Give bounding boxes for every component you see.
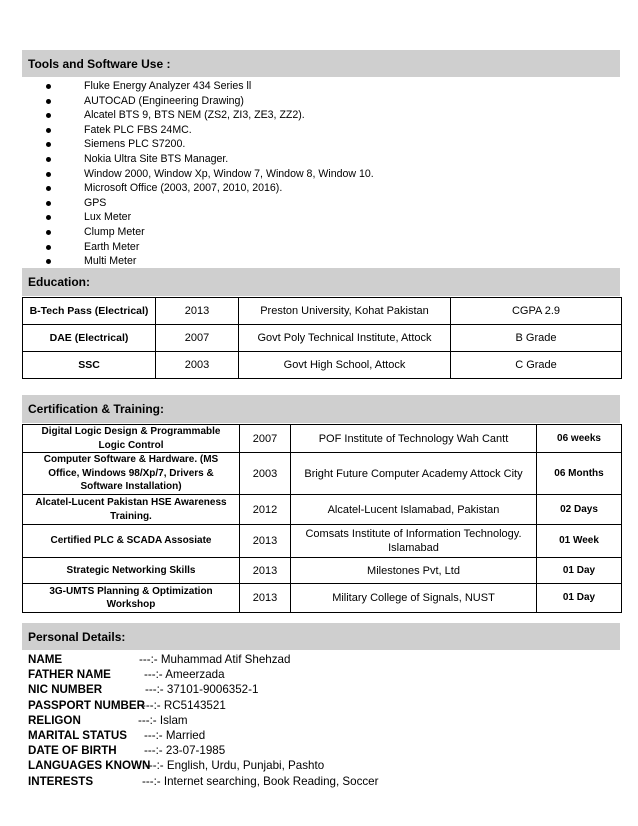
list-item: Nokia Ultra Site BTS Manager. [22,152,620,167]
table-cell: POF Institute of Technology Wah Cantt [291,425,537,453]
bullet-icon [46,172,51,177]
certification-section-heading [22,395,620,423]
table-cell: Military College of Signals, NUST [291,584,537,613]
personal-value: ---:- Muhammad Atif Shehzad [139,653,291,666]
table-cell: 2007 [240,425,291,453]
tools-section-heading [22,50,620,77]
education-table [22,297,622,379]
list-item: Siemens PLC S7200. [22,137,620,152]
personal-value: ---:- RC5143521 [142,698,226,712]
tools-list [22,79,620,269]
personal-value: ---:- Islam [138,713,188,727]
table-cell: Preston University, Kohat Pakistan [239,298,451,325]
tools-heading-text: Tools and Software Use : [28,56,171,71]
table-cell: 2013 [240,558,291,584]
table-row [23,425,622,453]
table-cell: CGPA 2.9 [451,298,622,325]
table-cell: 2007 [156,325,239,352]
bullet-icon [46,128,51,133]
personal-label: LANGUAGES KNOWN [28,759,151,773]
list-item: Earth Meter [22,240,620,255]
certification-heading-text: Certification & Training: [28,402,165,416]
personal-label: RELIGON [28,713,81,727]
table-cell: 01 Week [537,525,622,558]
bullet-icon [46,186,51,191]
table-row [23,325,622,352]
table-row [23,298,622,325]
list-item: Multi Meter [22,254,620,269]
personal-label: INTERESTS [28,774,94,788]
table-cell: B-Tech Pass (Electrical) [23,298,156,325]
table-row [23,558,622,584]
bullet-icon [46,201,51,206]
table-cell: Alcatel-Lucent Islamabad, Pakistan [291,495,537,525]
personal-label: FATHER NAME [28,668,111,682]
table-cell: Alcatel-Lucent Pakistan HSE Awareness Training. [23,495,240,525]
table-cell: 01 Day [537,558,622,584]
table-cell: Certified PLC & SCADA Assosiate [23,525,240,558]
personal-label: PASSPORT NUMBER [28,698,146,712]
bullet-icon [46,113,51,118]
table-cell: Computer Software & Hardware. (MS Office, Windows 98/Xp/7, Drivers & Software Installation) [23,453,240,495]
table-cell: 2012 [240,495,291,525]
bullet-icon [46,215,51,220]
personal-value: ---:- Internet searching, Book Reading, Soccer [142,774,379,788]
list-item: Fatek PLC FBS 24MC. [22,123,620,138]
table-cell: C Grade [451,352,622,379]
education-section-heading [22,268,620,296]
certification-table [22,424,622,613]
personal-label: NIC NUMBER [28,683,103,697]
personal-label: NAME [28,653,63,666]
table-cell: 02 Days [537,495,622,525]
table-cell: Govt High School, Attock [239,352,451,379]
table-cell: Govt Poly Technical Institute, Attock [239,325,451,352]
table-cell: 2013 [240,584,291,613]
table-cell: 2013 [156,298,239,325]
education-heading-text: Education: [28,275,90,289]
table-cell: 2003 [156,352,239,379]
table-cell: 06 Months [537,453,622,495]
bullet-icon [46,84,51,89]
list-item: Lux Meter [22,210,620,225]
personal-value: ---:- 37101-9006352-1 [145,683,259,697]
table-row [23,453,622,495]
table-row [23,495,622,525]
table-cell: B Grade [451,325,622,352]
bullet-icon [46,99,51,104]
table-cell: 2003 [240,453,291,495]
table-cell: 2013 [240,525,291,558]
table-cell: Bright Future Computer Academy Attock City [291,453,537,495]
bullet-icon [46,259,51,264]
personal-value: ---:- 23-07-1985 [144,744,226,758]
table-cell: SSC [23,352,156,379]
table-row [23,525,622,558]
bullet-icon [46,245,51,250]
bullet-icon [46,157,51,162]
table-cell: Milestones Pvt, Ltd [291,558,537,584]
personal-label: DATE OF BIRTH [28,744,117,758]
personal-section-heading [22,623,620,650]
list-item: GPS [22,196,620,211]
table-cell: 01 Day [537,584,622,613]
list-item: AUTOCAD (Engineering Drawing) [22,94,620,109]
table-row [23,352,622,379]
personal-value: ---:- Married [144,728,206,742]
personal-value: ---:- English, Urdu, Punjabi, Pashto [145,759,325,773]
table-cell: 06 weeks [537,425,622,453]
list-item: Clump Meter [22,225,620,240]
table-row [23,584,622,613]
tools-list-container [22,79,620,269]
table-cell: Digital Logic Design & Programmable Logic Control [23,425,240,453]
table-cell: DAE (Electrical) [23,325,156,352]
list-item: Window 2000, Window Xp, Window 7, Window 8, Window 10. [22,167,620,182]
personal-value: ---:- Ameerzada [144,668,225,682]
list-item: Fluke Energy Analyzer 434 Series ll [22,79,620,94]
bullet-icon [46,142,51,147]
list-item: Alcatel BTS 9, BTS NEM (ZS2, ZI3, ZE3, ZZ2). [22,108,620,123]
list-item: Microsoft Office (2003, 2007, 2010, 2016). [22,181,620,196]
table-cell: 3G-UMTS Planning & Optimization Workshop [23,584,240,613]
table-cell: Comsats Institute of Information Technology. Islamabad [291,525,537,558]
bullet-icon [46,230,51,235]
personal-heading-text: Personal Details: [28,629,126,644]
table-cell: Strategic Networking Skills [23,558,240,584]
personal-label: MARITAL STATUS [28,728,127,742]
